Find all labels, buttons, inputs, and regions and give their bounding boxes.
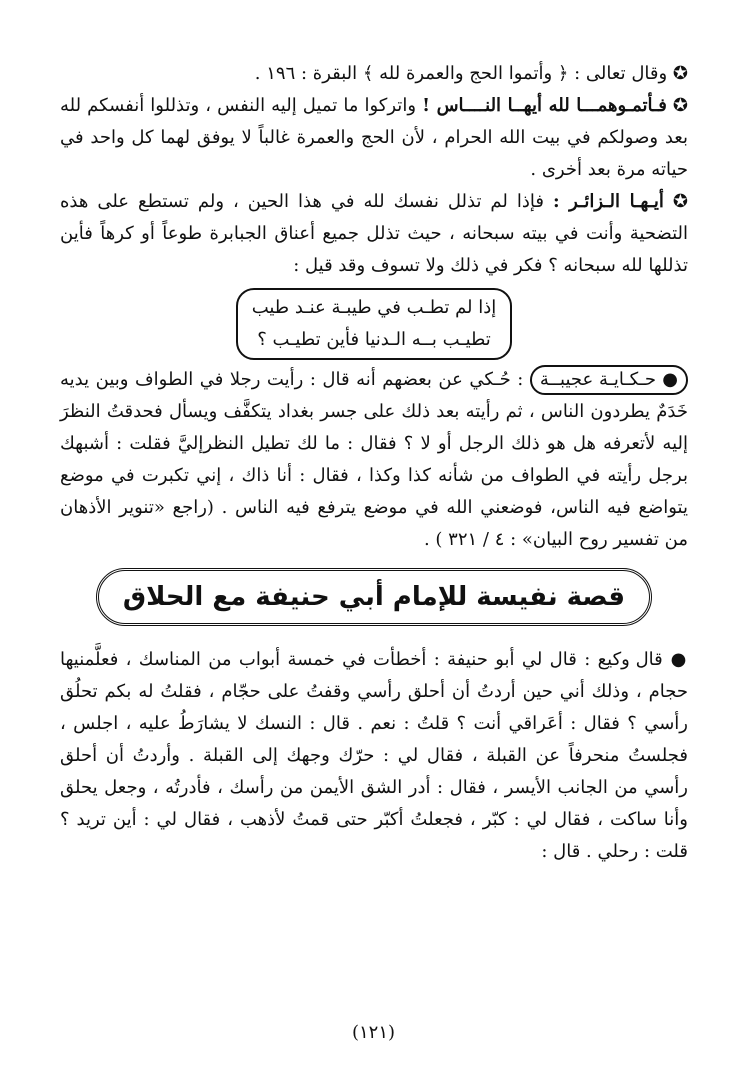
verse-line: ✪ وقال تعالى : ﴿ وأتموا الحج والعمرة لله ﴾ البقرة : ١٩٦ . [60,58,688,90]
page-number: (١٢١) [351,1022,396,1043]
poem-container [60,288,688,360]
story-label-badge [530,365,688,395]
poem-line-1: إذا لم تطـب في طيبـة عنـد طيب [251,297,497,318]
paragraph-3 [60,186,688,282]
story-paragraph [60,364,688,556]
final-paragraph [60,644,688,868]
poem-line-2: تطيـب بــه الـدنيا فأين تطيـب ؟ [257,329,491,350]
paragraph-3-lead: أيـهـا الـزائـر : [552,191,664,212]
final-text: قال وكيع : قال لي أبو حنيفة : أخطأت في خمسة أبواب من المناسك ، فعلَّمنيها حجام ، وذلك أني حين أردتُ أن أحلق رأسي وقفتُ على حجّام ، فقلتُ له بكم تحلُق رأسي ؟ فقال : أعَراقي أنت ؟ قلتُ : نعم . قال : النسك لا يشارَطُ عليه ، اجلس ، فجلستُ منحرفاً عن القبلة ، فقال لي : حرّك وجهك إلى القبلة . وأردتُ أن أحلق رأسي من الجانب الأيسر ، فقال : أدر الشق الأيمن من رأسك ، فأدرتُه ، وجعل يحلق وأنا ساكت ، فقال لي : كبّر ، فجعلتُ أكبّر حتى قمتُ لأذهب ، فقال لي : أين تريد ؟ قلت : رحلي . قال : [60,649,688,862]
bullet-icon: ● [656,369,678,390]
paragraph-2-lead: فـأتمـوهمـــا لله أيهــا النــــاس ! [422,95,667,116]
paragraph-2 [60,90,688,186]
page-body [60,58,688,868]
section-title: قصة نفيسة للإمام أبي حنيفة مع الحلاق [96,568,652,626]
story-text: : حُـكي عن بعضهم أنه قال : رأيت رجلا في الطواف وبين يديه خَدَمٌ يطردون الناس ، ثم رأيته بعد ذلك على جسر بغداد يتكفَّف ويسأل فحدقتُ النظرَ إليه لأتعرفه هل هو ذلك الرجل أو لا ؟ فقال : ما لك تطيل النظرإليَّ فقلت : أشبهك برجل رأيته في الطواف من شأنه كذا وكذا ، فقال : أنا ذاك ، إني تكبرت في موضع يتواضع فيه الناس، فوضعني الله في موضع يترفع فيه الناس . (راجع «تنوير الأذهان من تفسير روح البيان» : ٤ / ٣٢١ ) . [60,369,688,550]
poem-box [236,288,513,360]
bullet-icon: ● [662,649,688,670]
section-title-container [60,568,688,626]
story-label: حـكـايـة عجيبــة [539,369,657,390]
paragraph-3-text: فإذا لم تذلل نفسك لله في هذا الحين ، ولم تستطع على هذه التضحية وأنت في بيته سبحانه ، حيث تذلل جميع أعناق الجبابرة طوعاً أو كرهاً فأين تذللها لله سبحانه ؟ فكر في ذلك ولا تسوف وقد قيل : [60,191,688,276]
paragraph-2-text: واتركوا ما تميل إليه النفس ، وتذللوا أنفسكم لله بعد وصولكم في بيت الله الحرام ، لأن الحج والعمرة غالباً لا يوفق لهما كل واحد في حياته مرة بعد أخرى . [60,95,688,180]
